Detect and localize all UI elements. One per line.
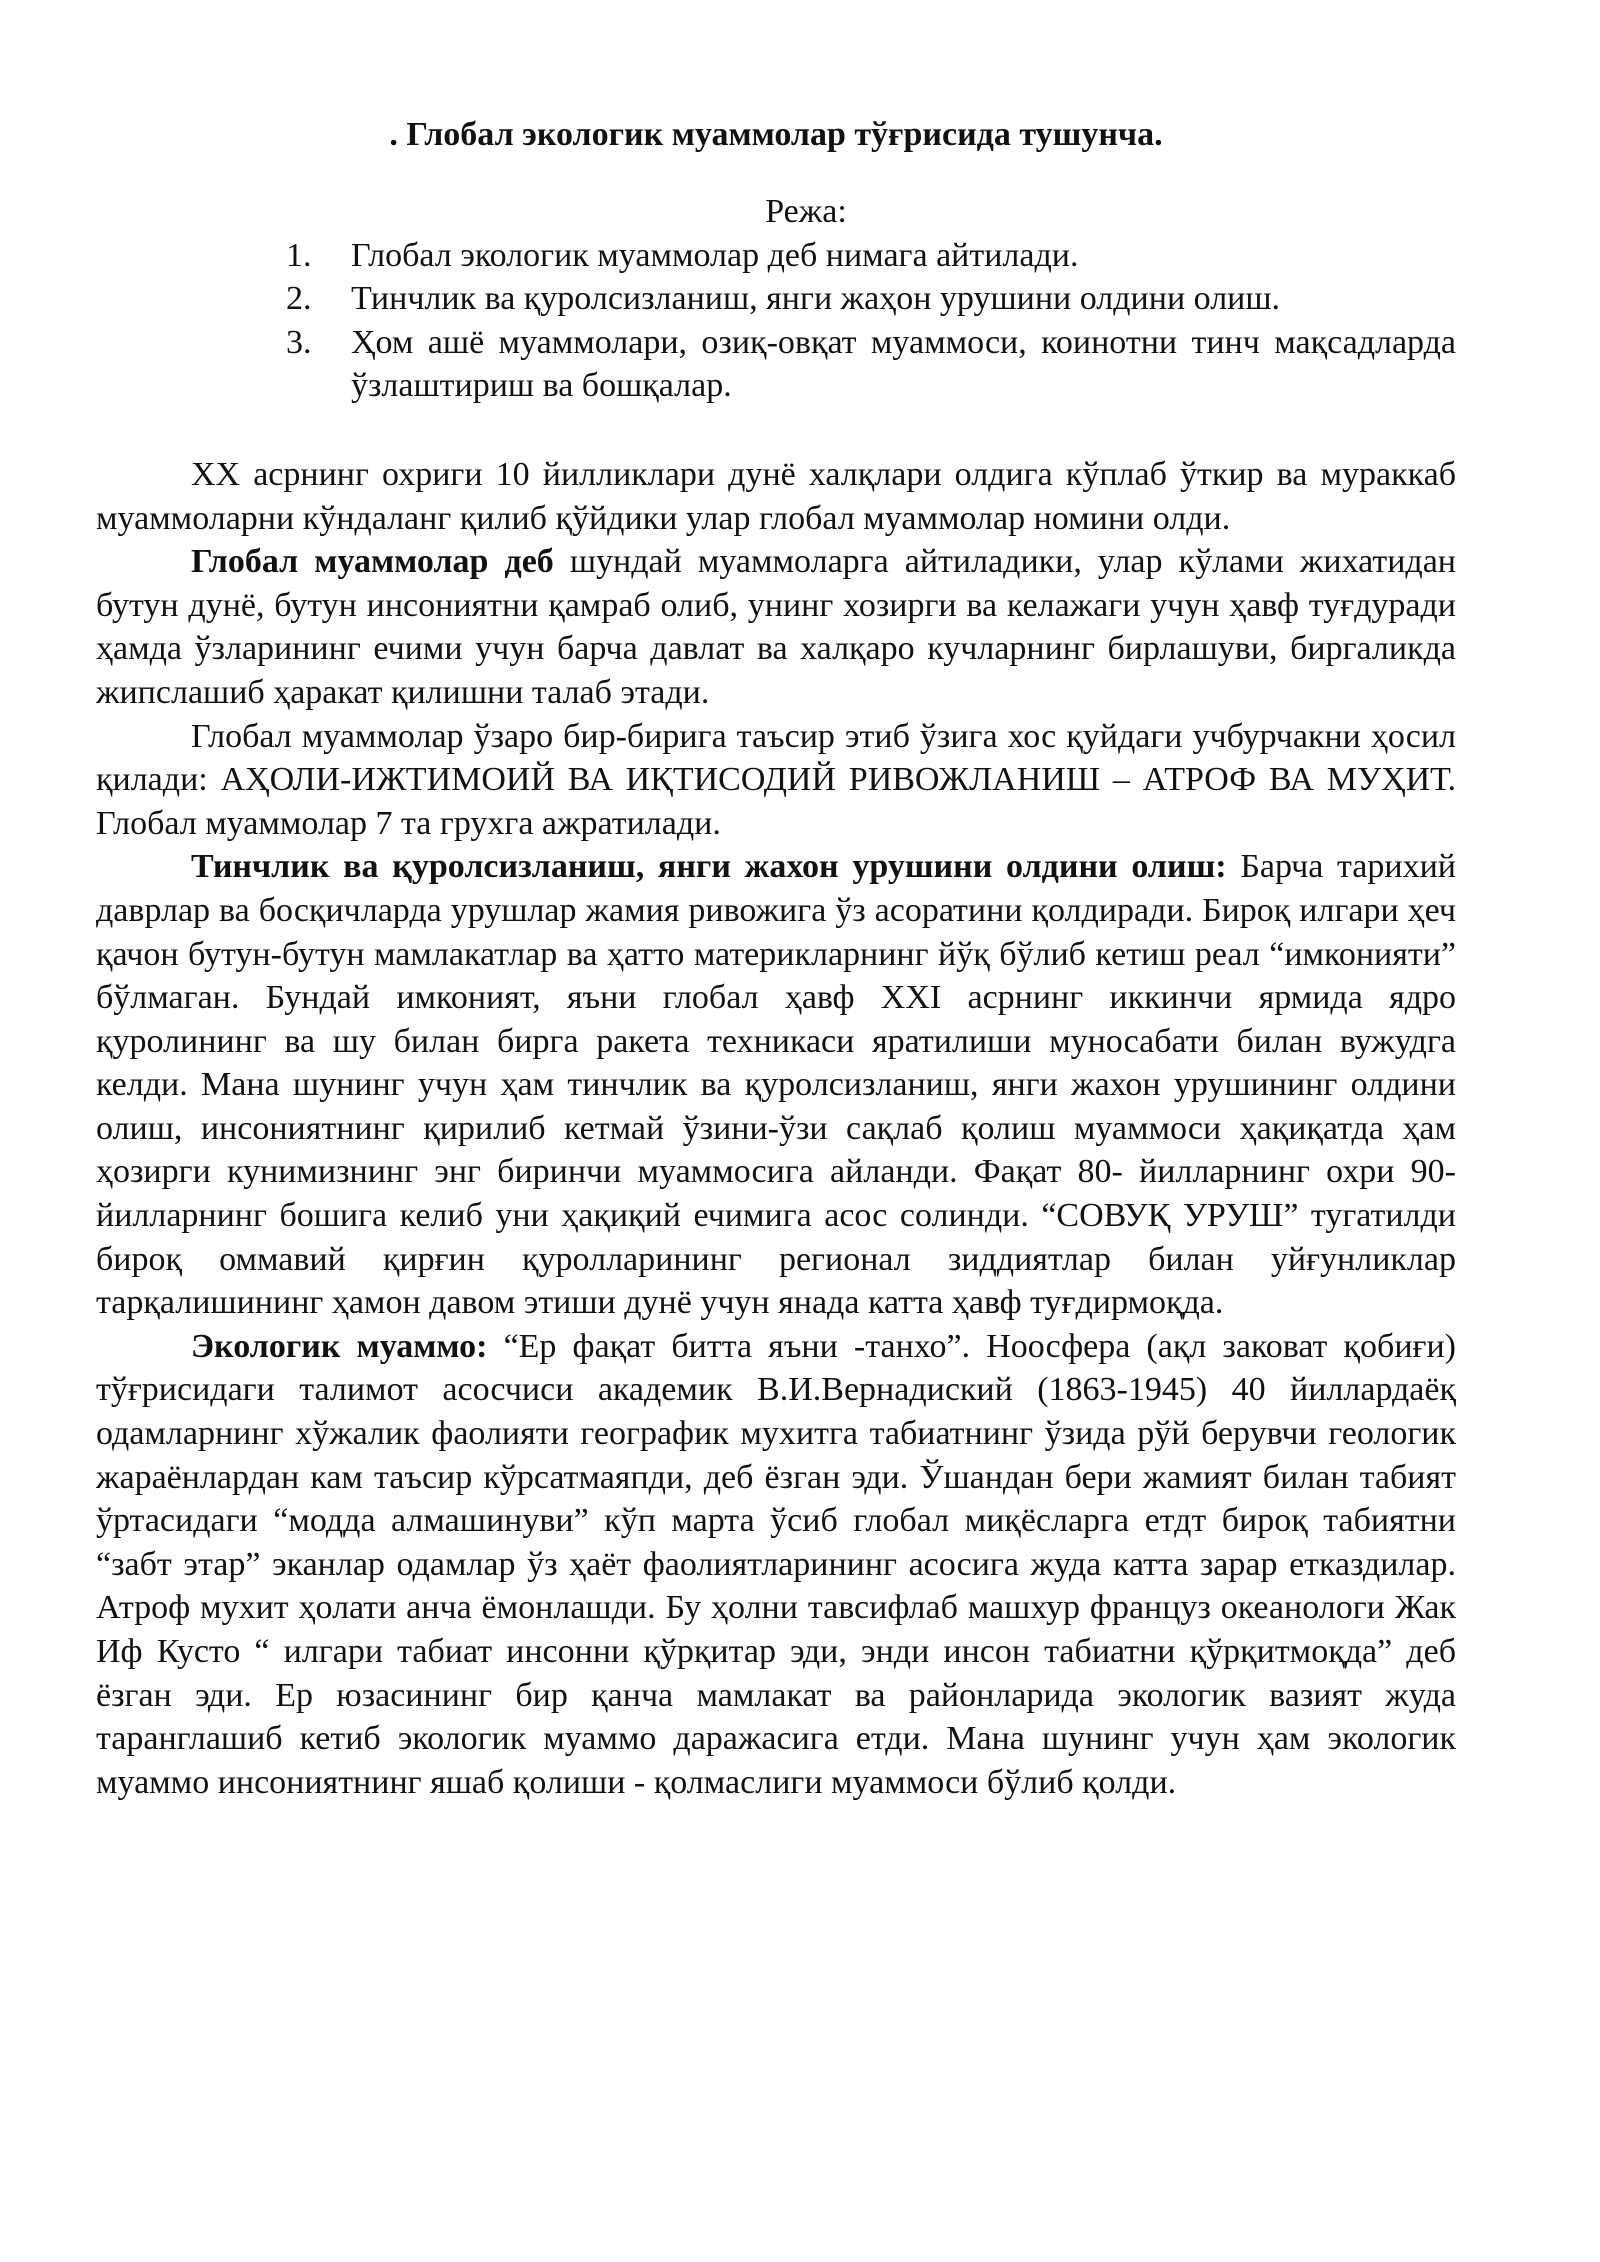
paragraph-lead: Тинчлик ва қуролсизланиш, янги жахон урушини олдини олиш:: [191, 848, 1227, 886]
plan-item: [286, 277, 1456, 321]
section-spacer: [96, 408, 1456, 453]
plan-list: [96, 234, 1456, 408]
plan-item-text: Глобал экологик муаммолар деб нимага айтилади.: [351, 236, 1079, 274]
intro-paragraph: [96, 453, 1456, 540]
peace-disarmament-paragraph: [96, 845, 1456, 1325]
paragraph-text: Глобал муаммолар ўзаро бир-бирига таъсир этиб ўзига хос қуйдаги учбурчакни ҳосил қилади: АҲОЛИ-ИЖТИМОИЙ ВА ИҚТИСОДИЙ РИВОЖЛАНИШ – АТРОФ ВА МУҲИТ. Глобал муаммолар 7 та грухга ажратилади.: [96, 717, 1456, 842]
document-page: [96, 112, 1456, 1804]
plan-item: [286, 321, 1456, 408]
document-title: . Глобал экологик муаммолар тўғрисида тушунча.: [389, 116, 1163, 153]
triangle-paragraph: [96, 715, 1456, 846]
global-problems-paragraph: [96, 540, 1456, 714]
plan-item: [286, 234, 1456, 278]
plan-item-number: 1.: [286, 236, 312, 274]
plan-item-text: Ҳом ашё муаммолари, озиқ-овқат муаммоси, коинотни тинч мақсадларда ўзлаштириш ва бошқалар.: [351, 323, 1456, 405]
plan-item-text: Тинчлик ва қуролсизланиш, янги жаҳон урушини олдини олиш.: [351, 280, 1281, 318]
ecology-paragraph: [96, 1325, 1456, 1805]
paragraph-lead: Экологик муаммо:: [191, 1327, 488, 1365]
plan-item-number: 2.: [286, 280, 312, 318]
paragraph-text: “Ер фақат битта яъни -танхо”. Ноосфера (ақл заковат қобиғи) тўғрисидаги талимот асосчиси академик В.И.Вернадиский (1863-1945) 40 йиллардаёқ одамларнинг хўжалик фаолияти географик мухитга табиатнинг ўзида рўй берувчи геологик жараёнлардан кам таъсир кўрсатмаяпди, деб ёзган эди. Ўшандан бери жамият билан табият ўртасидаги “модда алмашинуви” кўп марта ўсиб глобал миқёсларга етдт бироқ табиятни “забт этар” эканлар одамлар ўз ҳаёт фаолиятларининг асосига жуда катта зарар етказдилар. Атроф мухит ҳолати анча ёмонлашди. Бу ҳолни тавсифлаб машхур француз океанологи Жак Иф Кусто “ илгари табиат инсонни қўрқитар эди, энди инсон табиатни қўрқитмоқда” деб ёзган эди. Ер юзасининг бир қанча мамлакат ва районларида экологик вазият жуда таранглашиб кетиб экологик муаммо даражасига етди. Мана шунинг учун ҳам экологик муаммо инсониятнинг яшаб қолиши - қолмаслиги муаммоси бўлиб қолди.: [96, 1327, 1456, 1801]
plan-item-number: 3.: [286, 323, 312, 361]
paragraph-text: шундай муаммоларга айтиладики, улар кўлами жихатидан бутун дунё, бутун инсониятни қамраб олиб, унинг хозирги ва келажаги учун ҳавф туғдуради ҳамда ўзларининг ечими учун барча давлат ва халқаро кучларнинг бирлашуви, биргаликда жипслашиб ҳаракат қилишни талаб этади.: [96, 543, 1456, 711]
paragraph-text: Барча тарихий даврлар ва босқичларда урушлар жамия ривожига ўз асоратини қолдиради. Бироқ илгари ҳеч қачон бутун-бутун мамлакатлар ва ҳатто материкларнинг йўқ бўлиб кетиш реал “имконияти” бўлмаган. Бундай имконият, яъни глобал ҳавф XXI асрнинг иккинчи ярмида ядро қуролининг ва шу билан бирга ракета техникаси яратилиши муносабати билан вужудга келди. Мана шунинг учун ҳам тинчлик ва қуролсизланиш, янги жахон урушининг олдини олиш, инсониятнинг қирилиб кетмай ўзини-ўзи сақлаб қолиш муаммоси ҳақиқатда ҳам ҳозирги кунимизнинг энг биринчи муаммосига айланди. Фақат 80- йилларнинг охри 90- йилларнинг бошига келиб уни ҳақиқий ечимига асос солинди. “СОВУҚ УРУШ” тугатилди бироқ оммавий қирғин қуролларининг регионал зиддиятлар билан уйғунликлар тарқалишининг ҳамон давом этиши дунё учун янада катта ҳавф туғдирмоқда.: [96, 848, 1456, 1322]
paragraph-lead: Глобал муаммолар деб: [191, 543, 554, 581]
plan-heading: Режа:: [765, 193, 847, 230]
paragraph-text: XX асрнинг охриги 10 йилликлари дунё халқлари олдига кўплаб ўткир ва мураккаб муаммоларни кўндаланг қилиб қўйдики улар глобал муаммолар номини олди.: [96, 455, 1456, 537]
